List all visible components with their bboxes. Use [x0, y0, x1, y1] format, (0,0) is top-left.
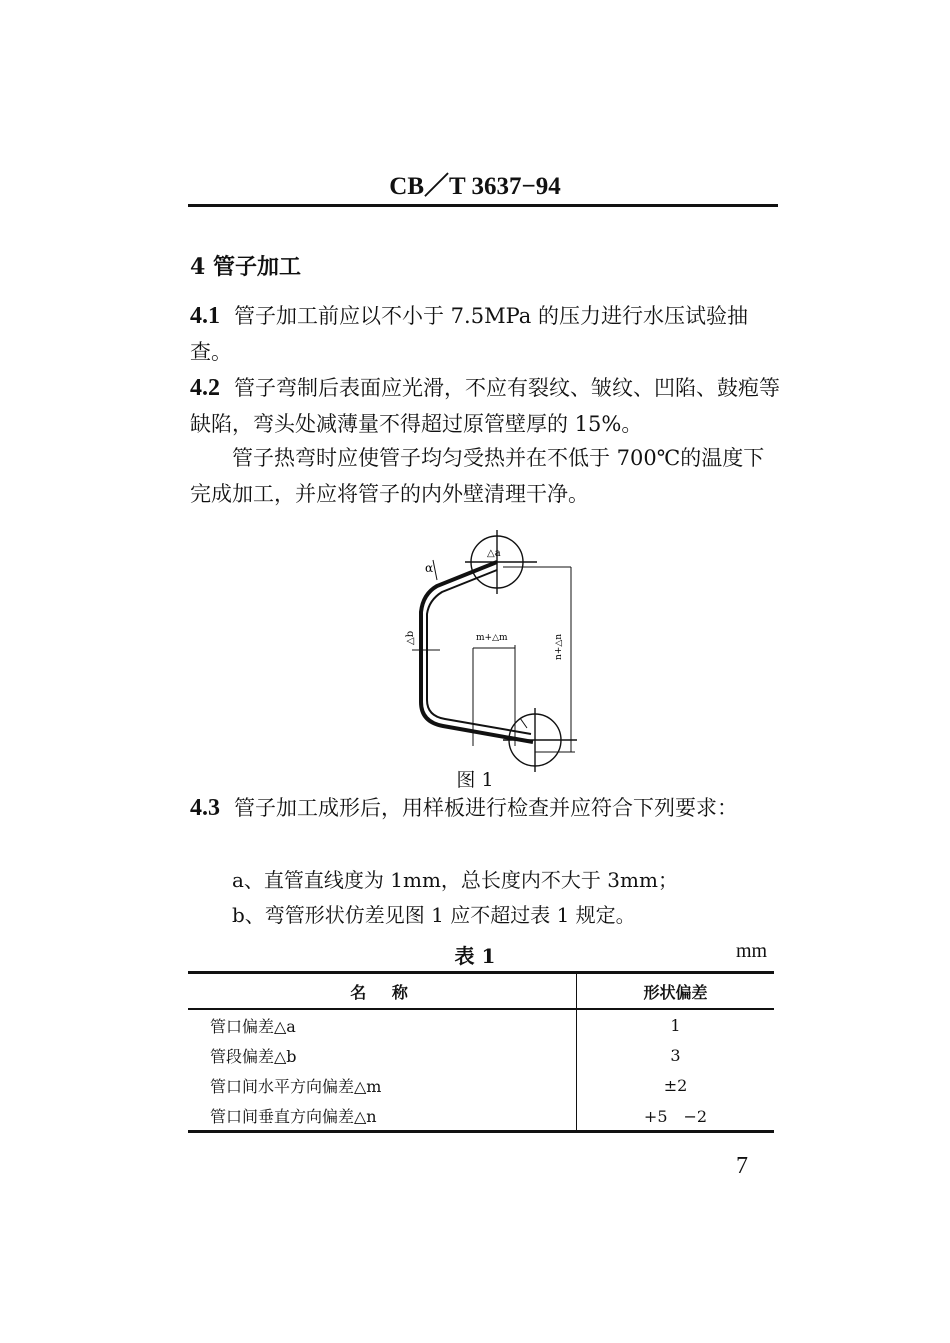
table-cell-value: +5 −2 — [577, 1100, 775, 1132]
clause-4-2 — [190, 370, 780, 442]
table-header-name: 名 称 — [188, 973, 577, 1010]
bent-pipe-outer — [421, 562, 533, 742]
table-row — [188, 1009, 774, 1040]
clause-4-3 — [190, 790, 780, 826]
alpha-upper-mark — [433, 560, 437, 580]
clause-4-2-hot-bending: 管子热弯时应使管子均匀受热并在不低于 700℃的温度下完成加工，并应将管子的内外壁清理干净。 — [190, 446, 765, 506]
table-cell-name: 管口间垂直方向偏差△n — [188, 1100, 577, 1132]
table-header-row — [188, 973, 774, 1010]
header-rule — [188, 204, 778, 207]
shape-deviation-table — [188, 971, 774, 1133]
alpha-lower-mark — [520, 718, 527, 728]
a-deviation-label: △a — [487, 548, 501, 559]
table-row — [188, 1040, 774, 1070]
table-cell-value: ±2 — [663, 1075, 688, 1095]
table-row — [188, 1070, 774, 1100]
clause-4-2-text: 管子弯制后表面应光滑，不应有裂纹、皱纹、凹陷、鼓疱等缺陷，弯头处减薄量不得超过原管壁厚的 15%。 — [190, 376, 780, 436]
standard-number-header: CB／T 3637−94 — [389, 173, 561, 200]
figure-1-pipe-bend-diagram — [385, 520, 585, 780]
table-cell-name: 管口间水平方向偏差△m — [188, 1070, 577, 1100]
table-header-value: 形状偏差 — [577, 973, 775, 1010]
figure-1-caption: 图 1 — [456, 769, 494, 791]
clause-4-3-number: 4.3 — [190, 795, 220, 821]
clause-4-3-text: 管子加工成形后，用样板进行检查并应符合下列要求： — [234, 796, 738, 820]
table-1-title: 表 1 — [454, 944, 496, 968]
table-unit: mm — [736, 940, 768, 962]
clause-4-1-number: 4.1 — [190, 303, 220, 329]
alpha-angle-label: α — [425, 561, 434, 575]
table-cell-value: 3 — [670, 1045, 681, 1065]
m-dimension-label: m+△m — [476, 633, 508, 643]
clause-4-1 — [190, 298, 780, 370]
clause-4-2-number: 4.2 — [190, 375, 220, 401]
table-cell-name: 管口偏差△a — [188, 1009, 577, 1040]
table-cell-value: 1 — [670, 1015, 681, 1035]
table-row — [188, 1100, 774, 1132]
section-title: 4 管子加工 — [190, 254, 301, 280]
n-dimension-label: n+△n — [554, 633, 564, 660]
table-cell-name: 管段偏差△b — [188, 1040, 577, 1070]
page-number: 7 — [736, 1153, 748, 1179]
b-deviation-label: △b — [405, 630, 416, 645]
requirement-item-b: b、弯管形状仿差见图 1 应不超过表 1 规定。 — [232, 903, 636, 927]
requirement-item-a: a、直管直线度为 1mm，总长度内不大于 3mm； — [232, 868, 678, 892]
clause-4-1-text: 管子加工前应以不小于 7.5MPa 的压力进行水压试验抽查。 — [190, 304, 748, 364]
